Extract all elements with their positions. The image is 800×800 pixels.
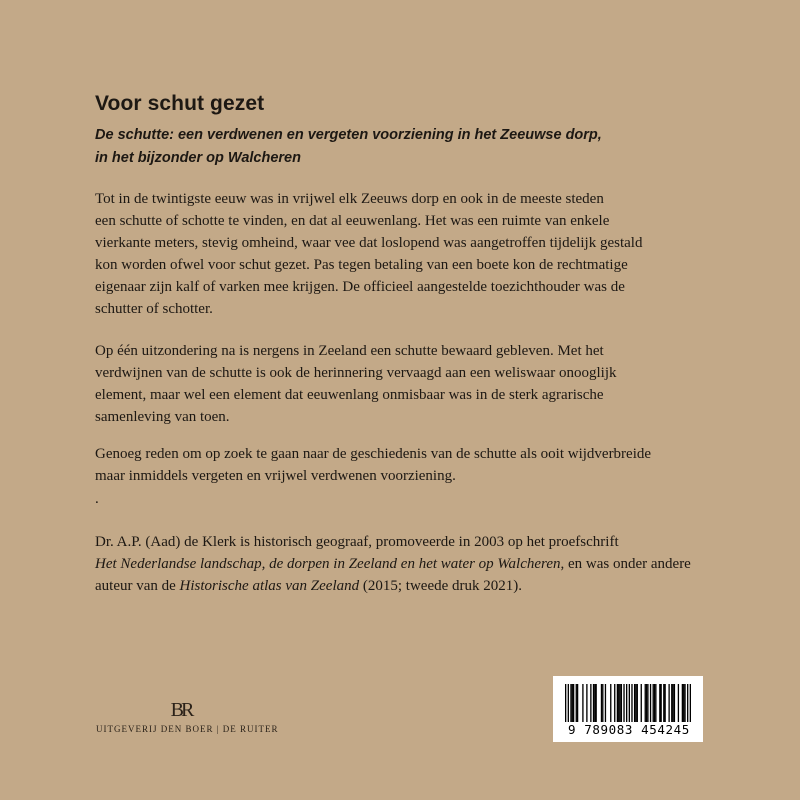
blurb-paragraph-3 bbox=[95, 443, 735, 487]
barcode-bar bbox=[650, 684, 651, 722]
barcode-bar bbox=[590, 684, 591, 722]
barcode-bar bbox=[621, 684, 622, 722]
barcode-bar bbox=[593, 684, 594, 722]
barcode-bar bbox=[660, 684, 661, 722]
text-line: kon worden ofwel voor schut gezet. Pas tegen betaling van een boete kon de rechtmatige bbox=[95, 257, 628, 273]
barcode-bar bbox=[629, 684, 630, 722]
bio-line bbox=[95, 575, 735, 597]
barcode-bar bbox=[602, 684, 603, 722]
barcode-bar bbox=[687, 684, 688, 722]
book-subtitle bbox=[95, 124, 745, 170]
barcode-bar bbox=[659, 684, 660, 722]
barcode-bar bbox=[684, 684, 685, 722]
barcode-bar bbox=[645, 684, 646, 722]
barcode-bar bbox=[654, 684, 655, 722]
text-line: Genoeg reden om op zoek te gaan naar de geschiedenis van de schutte als ooit wijdverbreide bbox=[95, 446, 652, 462]
blurb-paragraph-1 bbox=[95, 188, 735, 320]
barcode-bar bbox=[647, 684, 648, 722]
barcode-bar bbox=[672, 684, 673, 722]
barcode-bar bbox=[671, 684, 672, 722]
barcode-bar bbox=[678, 684, 679, 722]
barcode-bar bbox=[641, 684, 642, 722]
barcode-bar bbox=[568, 684, 569, 722]
barcode-bar bbox=[646, 684, 647, 722]
barcode-bar bbox=[573, 684, 574, 722]
publisher-logo: BR bbox=[170, 699, 192, 721]
text-line: Tot in de twintigste eeuw was in vrijwel elk Zeeuws dorp en ook in de meeste steden bbox=[95, 191, 604, 207]
barcode-bar bbox=[565, 684, 566, 722]
bio-text: , en was onder andere bbox=[560, 556, 691, 572]
barcode-bar bbox=[610, 684, 611, 722]
book-title: Voor schut gezet bbox=[95, 92, 265, 115]
stray-dot: . bbox=[95, 491, 99, 507]
barcode-bar bbox=[623, 684, 624, 722]
barcode-bar bbox=[618, 684, 619, 722]
text-line: samenleving van toen. bbox=[95, 409, 230, 425]
bio-text: auteur van de bbox=[95, 578, 180, 594]
barcode-bar bbox=[664, 684, 665, 722]
dissertation-title: Het Nederlandse landschap, de dorpen in Zeeland en het water op Walcheren bbox=[95, 556, 561, 572]
barcode-bar bbox=[683, 684, 684, 722]
barcode-bar bbox=[594, 684, 595, 722]
barcode-bar bbox=[674, 684, 675, 722]
text-line: schutter of schotter. bbox=[95, 301, 213, 317]
barcode-bar bbox=[570, 684, 571, 722]
barcode-bar bbox=[637, 684, 638, 722]
publisher-name: UITGEVERIJ DEN BOER | DE RUITER bbox=[96, 724, 279, 734]
text-line: vierkante meters, stevig omheind, waar vee dat loslopend was aangetroffen tijdelijk gestald bbox=[95, 235, 643, 251]
barcode-bar bbox=[682, 684, 683, 722]
barcode-bar bbox=[605, 684, 606, 722]
barcode-bar bbox=[572, 684, 573, 722]
barcode-bar bbox=[576, 684, 577, 722]
barcode-bar bbox=[617, 684, 618, 722]
barcode-bar bbox=[631, 684, 632, 722]
atlas-title: Historische atlas van Zeeland bbox=[179, 578, 360, 594]
barcode-bar bbox=[614, 684, 615, 722]
barcode-bar bbox=[601, 684, 602, 722]
barcode-bar bbox=[586, 684, 587, 722]
bio-line: Dr. A.P. (Aad) de Klerk is historisch geograaf, promoveerde in 2003 op het proefschrift bbox=[95, 534, 619, 550]
text-line: eigenaar zijn kalf of varken mee krijgen. De officieel aangestelde toezichthouder was de bbox=[95, 279, 625, 295]
barcode-bar bbox=[582, 684, 583, 722]
publisher-block bbox=[96, 699, 279, 734]
isbn-number: 9 789083 454245 bbox=[568, 722, 690, 737]
subtitle-line: De schutte: een verdwenen en vergeten voorziening in het Zeeuwse dorp, bbox=[95, 127, 602, 143]
barcode-bar bbox=[626, 684, 627, 722]
barcode-bar bbox=[663, 684, 664, 722]
subtitle-line: in het bijzonder op Walcheren bbox=[95, 150, 301, 166]
barcode-bar bbox=[619, 684, 620, 722]
barcode-bar bbox=[634, 684, 635, 722]
author-bio bbox=[95, 531, 735, 597]
text-line: maar inmiddels vergeten en vrijwel verdwenen voorziening. bbox=[95, 468, 456, 484]
barcode-bar bbox=[596, 684, 597, 722]
barcode-bars bbox=[565, 684, 691, 722]
text-line: een schutte of schotte te vinden, en dat al eeuwenlang. Het was een ruimte van enkele bbox=[95, 213, 610, 229]
blurb-paragraph-2 bbox=[95, 340, 735, 428]
barcode-bar bbox=[655, 684, 656, 722]
barcode-bar bbox=[577, 684, 578, 722]
barcode-bar bbox=[668, 684, 669, 722]
barcode-bar bbox=[635, 684, 636, 722]
isbn-barcode bbox=[553, 676, 703, 742]
barcode-bar bbox=[690, 684, 691, 722]
bio-text: (2015; tweede druk 2021). bbox=[359, 578, 523, 594]
barcode-bar bbox=[653, 684, 654, 722]
text-line: element, maar wel een element dat eeuwenlang onmisbaar was in de sterk agrarische bbox=[95, 387, 604, 403]
text-line: verdwijnen van de schutte is ook de herinnering vervaagd aan een weliswaar onooglijk bbox=[95, 365, 617, 381]
text-line: Op één uitzondering na is nergens in Zeeland een schutte bewaard gebleven. Met het bbox=[95, 343, 604, 359]
bio-line bbox=[95, 553, 735, 575]
